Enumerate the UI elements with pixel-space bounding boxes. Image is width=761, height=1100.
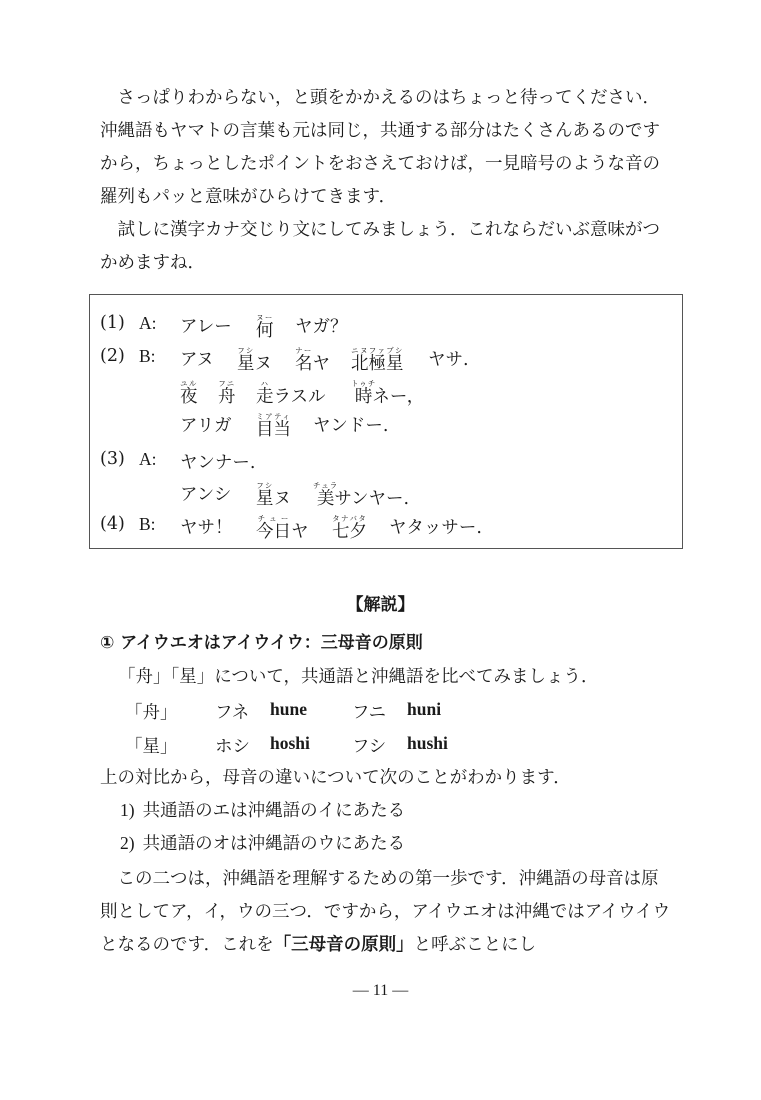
- closing-paragraph: [100, 863, 675, 962]
- dialogue-text: アレー: [180, 317, 232, 337]
- furigana: ユル: [180, 379, 198, 388]
- dialogue-text: ヤンナー.: [180, 453, 256, 473]
- dialogue-text: ラスル: [273, 387, 326, 407]
- closing-emphasis: 「三母音の原則」: [273, 935, 414, 955]
- kanji: 今日: [256, 522, 291, 542]
- compare-oki-kana: フニ: [352, 703, 387, 723]
- kanji: 星: [256, 489, 274, 509]
- furigana: フシ: [256, 481, 274, 490]
- compare-kanji: 「舟」: [125, 703, 178, 723]
- furigana: ナー: [295, 346, 313, 355]
- rule-number: 1): [120, 800, 135, 820]
- furigana: トゥチ: [351, 379, 377, 388]
- page-number: — 11 —: [352, 982, 409, 999]
- kanji: 星: [237, 354, 255, 374]
- intro-text: [100, 82, 675, 280]
- rule-number: 2): [120, 833, 135, 853]
- furigana: ハ: [256, 379, 274, 388]
- kanji: 目当: [256, 420, 291, 440]
- line-number: (2): [100, 346, 125, 366]
- dialogue-text: ネー，: [372, 387, 425, 407]
- dialogue-text: ヤサ.: [428, 350, 469, 370]
- compare-std-kana: ホシ: [215, 737, 250, 757]
- rule-text: 共通語のオは沖縄語のウにあたる: [142, 834, 406, 854]
- dialogue-text: ヤガ？: [295, 317, 348, 337]
- furigana: ミアティ: [256, 412, 291, 421]
- dialogue-text: ヤンドー.: [313, 416, 389, 436]
- intro-paragraph-1: さっぱりわからない，と頭をかかえるのはちょっと待ってください．沖縄語もヤマトの言葉も元は同じ，共通する部分はたくさんあるのですから，ちょっとしたポイントをおさえておけば，一見暗号のような音の羅列もパッと意味がひらけてきます．: [100, 88, 660, 207]
- kanji: 名: [295, 354, 313, 374]
- dialogue-text: ヤ: [312, 354, 330, 374]
- dialogue-text: ヤサ！: [180, 518, 233, 538]
- furigana: ヌー: [256, 313, 274, 322]
- kanji: 夜: [180, 387, 198, 407]
- dialogue-text: アンシ: [180, 485, 232, 505]
- speaker-label: B:: [139, 346, 156, 366]
- section-subheading: ① アイウエオはアイウイウ：三母音の原則: [100, 633, 423, 653]
- rule-item: [120, 797, 405, 822]
- rule-text: 共通語のエは沖縄語のイにあたる: [142, 801, 406, 821]
- rule-item: [120, 830, 405, 855]
- dialogue-text: サンヤー.: [334, 489, 410, 509]
- closing-text-end: と呼ぶことにし: [413, 935, 537, 955]
- kanji: 美: [313, 489, 339, 509]
- kanji: 七夕: [332, 522, 367, 542]
- kanji: 何: [256, 321, 274, 341]
- kanji: 時: [351, 387, 377, 407]
- compare-std-roman: hune: [270, 699, 307, 719]
- dialogue-text: ヤタッサー.: [389, 518, 482, 538]
- kanji: 舟: [218, 387, 236, 407]
- compare-kanji: 「星」: [125, 737, 178, 757]
- compare-oki-roman: huni: [407, 699, 442, 719]
- section-heading: 【解説】: [346, 595, 415, 615]
- dialogue-text: アヌ: [180, 350, 214, 370]
- furigana: タナバタ: [332, 514, 367, 523]
- speaker-label: A:: [139, 449, 157, 469]
- speaker-label: B:: [139, 514, 156, 534]
- compare-std-kana: フネ: [215, 703, 250, 723]
- compare-oki-kana: フシ: [352, 737, 387, 757]
- furigana: フニ: [218, 379, 236, 388]
- line-number: (1): [100, 313, 125, 333]
- furigana: フシ: [237, 346, 255, 355]
- line-number: (4): [100, 514, 125, 534]
- kanji: 走: [256, 387, 274, 407]
- furigana: ニヌファブシ: [351, 346, 404, 355]
- compare-intro: 「舟」「星」について，共通語と沖縄語を比べてみましょう．: [118, 667, 599, 687]
- line-number: (3): [100, 449, 125, 469]
- compare-oki-roman: hushi: [407, 733, 448, 753]
- kanji: 北極星: [351, 354, 404, 374]
- contrast-line: 上の対比から，母音の違いについて次のことがわかります．: [100, 768, 571, 788]
- dialogue-text: ヌ: [273, 489, 291, 509]
- dialogue-text: ヤ: [291, 522, 309, 542]
- closing-text: この二つは，沖縄語を理解するための第一歩です．沖縄語の母音は原則としてア，イ，ウの三つ．ですから，アイウエオは沖縄ではアイウイウとなるのです．これを: [100, 869, 671, 955]
- dialogue-text: ヌ: [254, 354, 272, 374]
- intro-paragraph-2: 試しに漢字カナ交じり文にしてみましょう．これならだいぶ意味がつかめますね．: [100, 220, 660, 273]
- speaker-label: A:: [139, 313, 157, 333]
- dialogue-text: アリガ: [180, 416, 232, 436]
- furigana: チュラ: [313, 481, 339, 490]
- furigana: チュー: [256, 514, 291, 523]
- compare-std-roman: hoshi: [270, 733, 310, 753]
